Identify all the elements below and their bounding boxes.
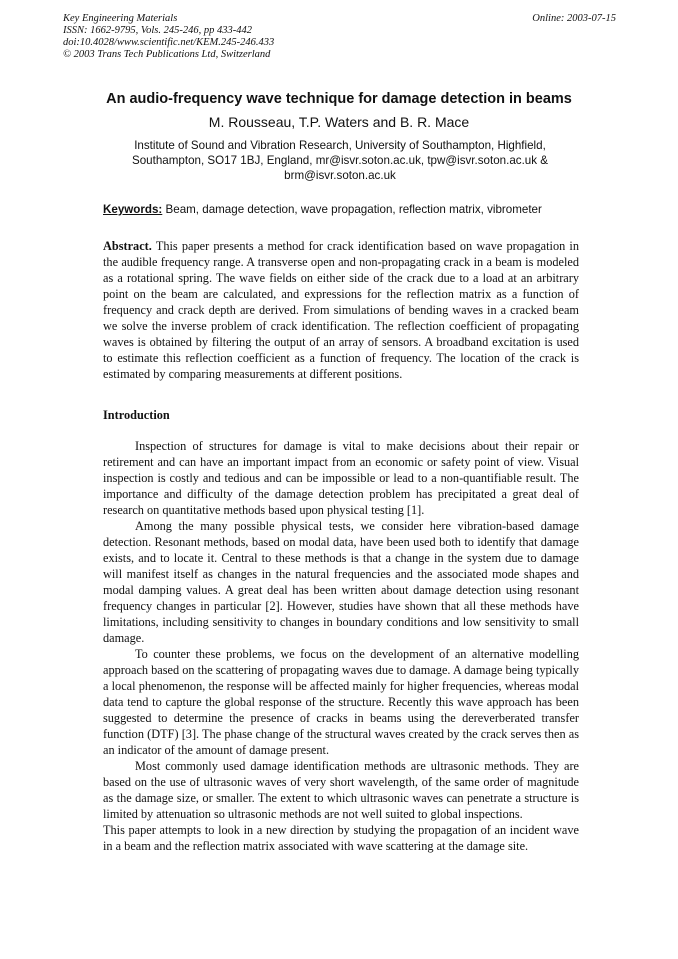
abstract-label: Abstract. <box>103 239 152 253</box>
issn-line: ISSN: 1662-9795, Vols. 245-246, pp 433-442 <box>63 25 252 36</box>
author-list: M. Rousseau, T.P. Waters and B. R. Mace <box>208 114 470 130</box>
abstract <box>103 238 579 382</box>
keywords-line <box>103 203 583 216</box>
copyright-line: © 2003 Trans Tech Publications Ltd, Switzerland <box>63 49 271 60</box>
affiliation: Institute of Sound and Vibration Research, University of Southampton, Highfield, Southampton, SO17 1BJ, England, mr@isvr.soton.ac.uk, tpw@isvr.soton.ac.uk & brm@isvr.soton.ac.uk <box>132 139 548 182</box>
paragraph: Among the many possible physical tests, we consider here vibration-based damage detection. Resonant methods, based on modal data, have been used both to identify that damage exists, and to locate it. Central to these methods is that a change in the system due to damage will manifest itself as changes in the natural frequencies and the associated mode shapes and modal damping values. A great deal has been written about damage detection using resonant frequency changes in particular [2]. However, studies have shown that all these methods have limitations, including sensitivity to changes in boundary conditions and low sensitivity to small damage. <box>103 519 579 645</box>
keywords-text: Beam, damage detection, wave propagation, reflection matrix, vibrometer <box>165 203 542 216</box>
running-header <box>63 13 274 61</box>
abstract-text: This paper presents a method for crack identification based on wave propagation in the audible frequency range. A transverse open and non-propagating crack in a beam is modeled as a rotational spring. The wave fields on either side of the crack due to a load at an arbitrary point on the beam are calculated, and expressions for the reflection matrix as a function of frequency and crack depth are derived. From simulations of bending waves in a cracked beam we solve the inverse problem of crack identification. The reflection coefficient of propagating waves is obtained by filtering the output of an array of sensors. A broadband excitation is used to estimate this reflection coefficient as a function of frequency. The location of the crack is estimated by comparing measurements at different positions. <box>103 239 579 381</box>
paragraph: To counter these problems, we focus on the development of an alternative modelling approach based on the scattering of propagating waves due to damage. A damage being typically a local phenomenon, the response will be affected mainly for higher frequencies, whereas modal data tend to capture the global response of the structure. Recently this wave approach has been suggested to determine the presence of cracks in beams using the dereverberated transfer function (DTF) [3]. The phase change of the structural waves created by the crack serves then as an indicator of the amount of damage present. <box>103 647 579 757</box>
online-date <box>532 13 616 25</box>
doi-line: doi:10.4028/www.scientific.net/KEM.245-246.433 <box>63 37 275 48</box>
introduction-body <box>103 438 579 854</box>
journal-name: Key Engineering Materials <box>63 13 178 24</box>
paragraph: This paper attempts to look in a new direction by studying the propagation of an incident wave in a beam and the reflection matrix associated with wave scattering at the damage site. <box>103 823 579 853</box>
paragraph: Most commonly used damage identification methods are ultrasonic methods. They are based on the use of ultrasonic waves of very short wavelength, of the same order of magnitude as the damage size, or smaller. The extent to which ultrasonic waves can penetrate a structure is limited by attenuation so ultrasonic methods are not well suited to global inspections. <box>103 759 579 821</box>
section-heading-introduction: Introduction <box>103 408 170 422</box>
online-date-text: Online: 2003-07-15 <box>532 13 616 24</box>
paper-title: An audio-frequency wave technique for damage detection in beams <box>106 91 572 107</box>
keywords-label: Keywords: <box>103 203 163 216</box>
paragraph: Inspection of structures for damage is vital to make decisions about their repair or retirement and can have an important impact from an economic or safety point of view. Visual inspection is costly and tedious and can be impossible or lead to a non-quantifiable result. The importance and difficulty of the damage detection problem has precipitated a great deal of research on quantitative methods based upon physical testing [1]. <box>103 439 579 517</box>
